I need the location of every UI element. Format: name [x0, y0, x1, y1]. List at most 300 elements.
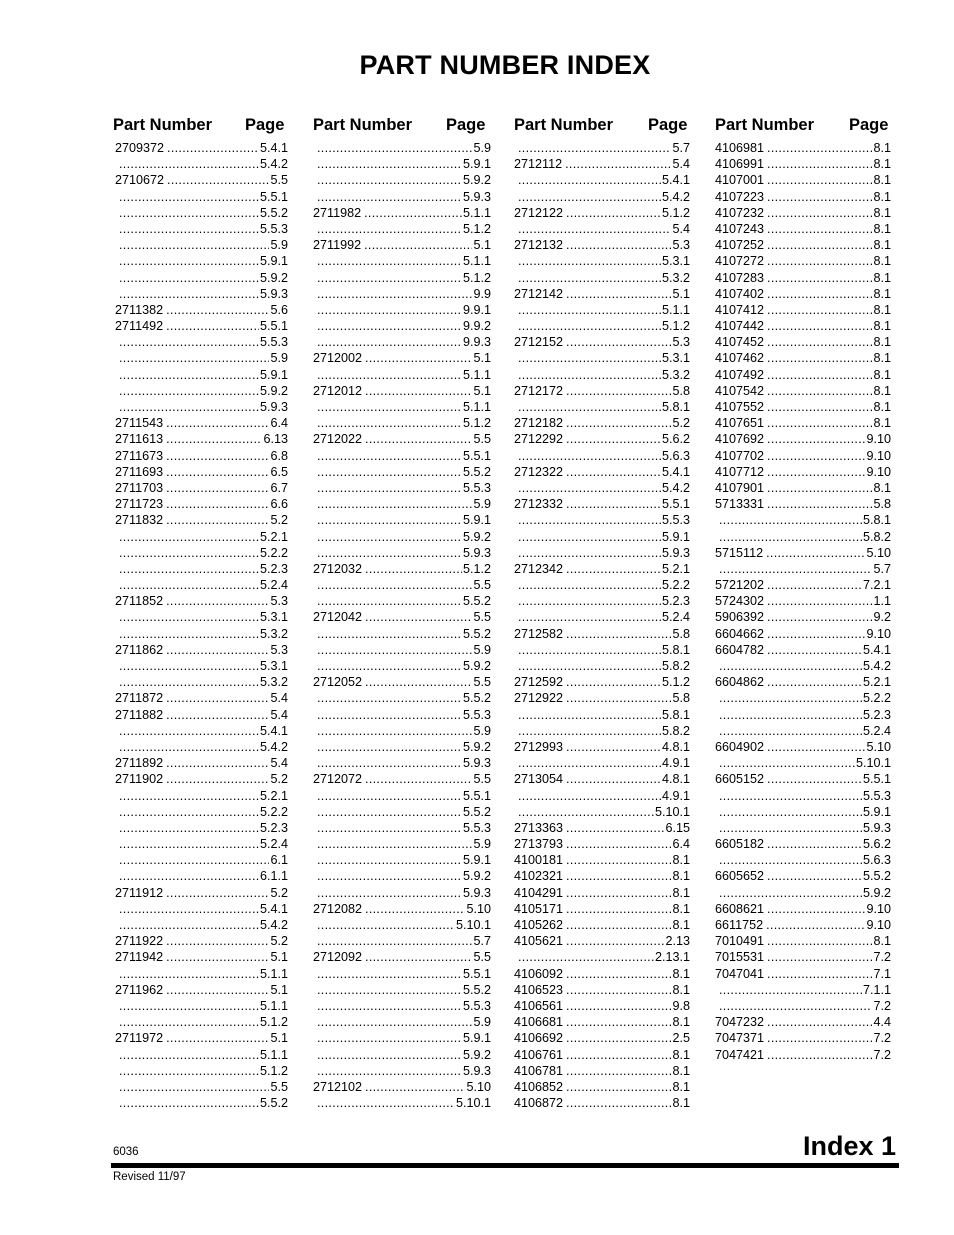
dot-leader	[317, 998, 462, 1014]
part-number: 2711723	[115, 497, 164, 512]
dot-leader	[767, 642, 862, 658]
page-reference: 5.10	[466, 901, 491, 916]
dot-leader	[317, 933, 472, 949]
page-reference: 5.9.2	[462, 173, 491, 188]
page-reference: 5.5.2	[862, 869, 891, 884]
page-reference: 5.8.1	[661, 642, 690, 657]
index-row	[313, 529, 491, 545]
dot-leader	[317, 658, 462, 674]
dot-leader	[767, 367, 872, 383]
dot-leader	[317, 593, 462, 609]
part-number: 6604782	[715, 642, 765, 657]
part-number: 4107243	[715, 221, 765, 236]
index-row	[715, 658, 891, 674]
page-reference: 5.3.1	[259, 610, 288, 625]
index-row	[514, 966, 690, 982]
dot-leader	[166, 448, 269, 464]
page-reference: 5.1.1	[462, 254, 491, 269]
page-reference: 8.1	[873, 270, 891, 285]
column-header	[313, 114, 491, 140]
page-reference: 5.5	[473, 578, 491, 593]
index-row	[313, 755, 491, 771]
index-row	[115, 156, 288, 172]
dot-leader	[166, 302, 269, 318]
index-row	[115, 221, 288, 237]
dot-leader	[317, 836, 472, 852]
index-row	[715, 318, 891, 334]
dot-leader	[119, 237, 269, 253]
index-row	[514, 237, 690, 253]
index-row	[313, 253, 491, 269]
dot-leader	[767, 1030, 872, 1046]
dot-leader	[364, 237, 472, 253]
page-reference: 6.1	[270, 853, 288, 868]
index-row	[715, 448, 891, 464]
dot-leader	[767, 318, 872, 334]
index-row	[514, 270, 690, 286]
index-row	[514, 448, 690, 464]
dot-leader	[166, 496, 269, 512]
index-row	[313, 901, 491, 917]
index-row	[715, 383, 891, 399]
dot-leader	[767, 334, 872, 350]
part-number: 6611752	[715, 918, 764, 932]
index-row	[313, 383, 491, 399]
page-reference: 8.1	[873, 302, 891, 317]
page-reference: 5.8.1	[661, 707, 690, 722]
part-number: 2711962	[115, 982, 164, 997]
page-reference: 8.1	[672, 901, 690, 916]
index-row	[514, 739, 690, 755]
page-reference: 5.4.2	[661, 480, 690, 495]
dot-leader	[766, 545, 865, 561]
index-row	[514, 350, 690, 366]
page-reference: 8.1	[672, 918, 690, 932]
index-row	[313, 626, 491, 642]
index-row	[514, 755, 690, 771]
dot-leader	[317, 642, 472, 658]
dot-leader	[767, 253, 872, 269]
page-reference: 5.5.2	[462, 626, 491, 641]
part-number: 4105621	[514, 934, 564, 949]
part-number: 4107651	[715, 416, 765, 431]
page-reference: 8.1	[873, 141, 891, 155]
index-row	[514, 1079, 690, 1095]
part-number: 2713363	[514, 820, 564, 835]
index-row	[514, 156, 690, 172]
page-reference: 5.3.1	[661, 254, 690, 269]
dot-leader	[566, 334, 671, 350]
page-reference: 5.5	[473, 772, 491, 787]
index-row	[514, 399, 690, 415]
dot-leader	[719, 512, 862, 528]
page-reference: 5.8	[672, 691, 690, 706]
part-number: 4107232	[715, 205, 765, 220]
index-row	[313, 739, 491, 755]
dot-leader	[767, 901, 865, 917]
dot-leader	[317, 464, 462, 480]
dot-leader	[767, 836, 862, 852]
index-row	[115, 658, 288, 674]
index-row	[514, 512, 690, 528]
index-row	[514, 431, 690, 447]
part-number: 2712122	[514, 205, 564, 220]
dot-leader	[767, 415, 872, 431]
dot-leader	[518, 221, 671, 237]
page-reference: 5.5.3	[462, 480, 491, 495]
dot-leader	[518, 788, 661, 804]
page-reference: 5.9.3	[862, 820, 891, 835]
page-reference: 5.5	[473, 432, 491, 447]
part-number: 5715112	[715, 545, 764, 560]
dot-leader	[166, 690, 269, 706]
part-number: 4107462	[715, 351, 765, 366]
page-reference: 5.1	[473, 351, 491, 366]
part-number: 4107272	[715, 254, 765, 269]
page-reference: 5.9.2	[862, 885, 891, 900]
part-number: 2711382	[115, 302, 164, 317]
dot-leader	[167, 172, 269, 188]
page-reference: 5.1	[270, 1031, 288, 1046]
index-row	[313, 1047, 491, 1063]
dot-leader	[719, 804, 862, 820]
page-reference: 8.1	[873, 934, 891, 949]
page-reference: 5.9	[270, 351, 288, 366]
dot-leader	[317, 755, 462, 771]
page-reference: 5.9.1	[462, 1031, 491, 1046]
page-reference: 5.5.2	[259, 1096, 288, 1111]
dot-leader	[317, 270, 462, 286]
page-reference: 5.2.1	[259, 788, 288, 803]
page-reference: 5.2.3	[661, 594, 690, 609]
page-reference: 6.15	[665, 820, 690, 835]
index-row	[514, 836, 690, 852]
index-row	[715, 1030, 891, 1046]
part-number: 6605152	[715, 772, 765, 787]
dot-leader	[166, 707, 269, 723]
page-reference: 5.5.3	[462, 707, 491, 722]
page-reference: 8.1	[873, 367, 891, 382]
page-reference: 5.3	[672, 335, 690, 350]
part-number: 2712182	[514, 416, 564, 431]
index-row	[715, 723, 891, 739]
index-row	[514, 1095, 690, 1111]
index-row	[115, 172, 288, 188]
footer-rule	[111, 1163, 899, 1168]
index-row	[514, 723, 690, 739]
dot-leader	[119, 966, 259, 982]
dot-leader	[317, 577, 472, 593]
dot-leader	[767, 933, 872, 949]
dot-leader	[317, 917, 455, 933]
page-reference: 8.1	[873, 319, 891, 334]
dot-leader	[119, 253, 259, 269]
dot-leader	[566, 464, 661, 480]
index-row	[715, 302, 891, 318]
index-row	[715, 820, 891, 836]
page-reference: 5.5	[473, 610, 491, 625]
dot-leader	[317, 820, 462, 836]
dot-leader	[767, 739, 865, 755]
part-number: 4107492	[715, 367, 765, 382]
page-reference: 5.2.1	[661, 561, 690, 576]
page-reference: 5.9	[270, 238, 288, 253]
dot-leader	[767, 399, 872, 415]
index-row	[115, 448, 288, 464]
page-reference: 9.10	[866, 432, 891, 447]
index-column-3	[514, 114, 690, 1111]
page-reference: 5.9.2	[462, 869, 491, 884]
page-reference: 5.10.1	[855, 756, 891, 771]
index-row	[715, 415, 891, 431]
page-reference: 9.9.3	[462, 335, 491, 350]
page-reference: 8.1	[873, 221, 891, 236]
page-reference: 4.9.1	[661, 756, 690, 771]
dot-leader	[566, 496, 661, 512]
dot-leader	[518, 399, 661, 415]
dot-leader	[317, 286, 472, 302]
index-row	[514, 1014, 690, 1030]
index-row	[115, 771, 288, 787]
index-row	[313, 270, 491, 286]
dot-leader	[518, 448, 661, 464]
index-row	[115, 868, 288, 884]
dot-leader	[119, 658, 259, 674]
index-row	[514, 707, 690, 723]
part-number: 4106681	[514, 1015, 564, 1030]
page-reference: 6.7	[270, 480, 288, 495]
part-number: 2713793	[514, 837, 564, 852]
index-row	[514, 415, 690, 431]
dot-leader	[518, 367, 661, 383]
page-reference: 5.1	[270, 982, 288, 997]
dot-leader	[518, 577, 661, 593]
page-reference: 5.10	[866, 545, 891, 560]
index-row	[715, 205, 891, 221]
page-reference: 5.9.3	[462, 756, 491, 771]
page-reference: 5.4	[270, 756, 288, 771]
page-reference: 5.5.1	[462, 966, 491, 981]
index-row	[514, 788, 690, 804]
page-reference: 5.9.1	[462, 513, 491, 528]
index-row	[715, 836, 891, 852]
index-row	[313, 367, 491, 383]
page-reference: 5.1.2	[462, 416, 491, 431]
page-reference: 5.4	[270, 691, 288, 706]
index-row	[715, 707, 891, 723]
dot-leader	[317, 140, 472, 156]
page-reference: 9.10	[866, 626, 891, 641]
dot-leader	[767, 674, 862, 690]
page-reference: 9.2	[873, 610, 891, 625]
index-row	[313, 723, 491, 739]
dot-leader	[767, 868, 862, 884]
page-reference: 5.9	[473, 141, 491, 155]
page-reference: 2.13.1	[654, 950, 690, 965]
index-row	[313, 804, 491, 820]
index-row	[715, 609, 891, 625]
dot-leader	[119, 917, 259, 933]
dot-leader	[518, 949, 654, 965]
index-row	[115, 286, 288, 302]
dot-leader	[566, 383, 671, 399]
dot-leader	[719, 707, 862, 723]
dot-leader	[566, 868, 671, 884]
index-row	[715, 237, 891, 253]
dot-leader	[119, 156, 259, 172]
index-row	[514, 642, 690, 658]
index-row	[514, 1063, 690, 1079]
index-row	[115, 561, 288, 577]
index-row	[115, 367, 288, 383]
dot-leader	[719, 788, 862, 804]
index-row	[313, 561, 491, 577]
page-reference: 5.5.3	[462, 998, 491, 1013]
part-number: 6605652	[715, 869, 765, 884]
page-reference: 5.4.1	[259, 141, 288, 155]
index-row	[115, 529, 288, 545]
dot-leader	[719, 658, 862, 674]
dot-leader	[518, 270, 661, 286]
part-number: 2711872	[115, 691, 164, 706]
index-row	[715, 690, 891, 706]
index-row	[115, 820, 288, 836]
index-row	[715, 367, 891, 383]
dot-leader	[719, 723, 862, 739]
part-number: 2712002	[313, 351, 363, 366]
page-reference: 5.5.3	[862, 788, 891, 803]
dot-leader	[317, 868, 462, 884]
page-reference: 5.1.2	[462, 221, 491, 236]
page-reference: 5.7	[473, 934, 491, 949]
index-row	[715, 593, 891, 609]
index-row	[514, 804, 690, 820]
index-row	[313, 448, 491, 464]
index-row	[115, 1014, 288, 1030]
part-number: 4105262	[514, 918, 564, 932]
dot-leader	[566, 739, 661, 755]
dot-leader	[119, 189, 259, 205]
index-row	[313, 593, 491, 609]
index-row	[715, 464, 891, 480]
page-reference: 5.9.3	[462, 189, 491, 204]
part-number: 2711922	[115, 934, 164, 949]
index-row	[313, 771, 491, 787]
page-reference: 8.1	[873, 480, 891, 495]
index-row	[514, 885, 690, 901]
index-row	[715, 868, 891, 884]
page-reference: 5.2.2	[862, 691, 891, 706]
dot-leader	[365, 431, 472, 447]
page-reference: 5.5.3	[462, 820, 491, 835]
part-number: 4106852	[514, 1079, 564, 1094]
index-row	[313, 982, 491, 998]
index-row	[514, 933, 690, 949]
index-row	[115, 707, 288, 723]
page-reference: 5.9	[473, 642, 491, 657]
page-reference: 5.9.2	[462, 659, 491, 673]
index-row	[313, 966, 491, 982]
page-reference: 7.1.1	[862, 982, 891, 997]
page-reference: 7.2	[873, 1031, 891, 1046]
index-row	[514, 852, 690, 868]
part-number: 4107412	[715, 302, 765, 317]
index-row	[115, 998, 288, 1014]
dot-leader	[767, 448, 865, 464]
page-reference: 6.6	[270, 497, 288, 512]
part-number: 2711902	[115, 772, 164, 787]
column-header	[715, 114, 891, 140]
header-part-number: Part Number	[313, 116, 413, 134]
dot-leader	[317, 804, 462, 820]
index-row	[313, 788, 491, 804]
part-number: 5721202	[715, 578, 765, 593]
page-reference: 5.6	[270, 302, 288, 317]
header-part-number: Part Number	[113, 116, 213, 134]
column-header	[514, 114, 690, 140]
index-row	[715, 399, 891, 415]
page-reference: 5.2.3	[259, 820, 288, 835]
index-row	[514, 367, 690, 383]
part-number: 4107223	[715, 189, 765, 204]
dot-leader	[365, 771, 472, 787]
page-reference: 7.2	[873, 1047, 891, 1062]
index-row	[115, 723, 288, 739]
dot-leader	[518, 172, 661, 188]
index-row	[115, 1030, 288, 1046]
part-number: 4104291	[514, 885, 564, 900]
index-row	[514, 917, 690, 933]
index-row	[715, 626, 891, 642]
page-reference: 5.9.1	[259, 254, 288, 269]
dot-leader	[119, 1063, 259, 1079]
dot-leader	[119, 852, 269, 868]
page-reference: 8.1	[672, 1079, 690, 1094]
index-row	[313, 852, 491, 868]
index-row	[715, 1047, 891, 1063]
page-reference: 5.1.1	[259, 998, 288, 1013]
index-row	[715, 221, 891, 237]
index-row	[514, 172, 690, 188]
page-reference: 9.9.2	[462, 319, 491, 334]
index-row	[313, 350, 491, 366]
dot-leader	[119, 1047, 259, 1063]
dot-leader	[518, 253, 661, 269]
part-number: 4107452	[715, 335, 765, 350]
index-row	[715, 966, 891, 982]
index-row	[514, 480, 690, 496]
dot-leader	[166, 949, 269, 965]
index-row	[715, 172, 891, 188]
dot-leader	[317, 221, 462, 237]
dot-leader	[518, 480, 661, 496]
dot-leader	[119, 529, 259, 545]
dot-leader	[317, 966, 462, 982]
index-row	[313, 318, 491, 334]
index-row	[115, 901, 288, 917]
part-number: 2711982	[313, 205, 362, 220]
page-reference: 8.1	[873, 205, 891, 220]
part-number: 2711693	[115, 464, 164, 479]
index-row	[514, 286, 690, 302]
index-row	[715, 480, 891, 496]
index-row	[715, 949, 891, 965]
dot-leader	[119, 804, 259, 820]
part-number: 2712322	[514, 464, 564, 479]
index-row	[715, 885, 891, 901]
page-reference: 5.2	[270, 934, 288, 949]
index-row	[715, 334, 891, 350]
